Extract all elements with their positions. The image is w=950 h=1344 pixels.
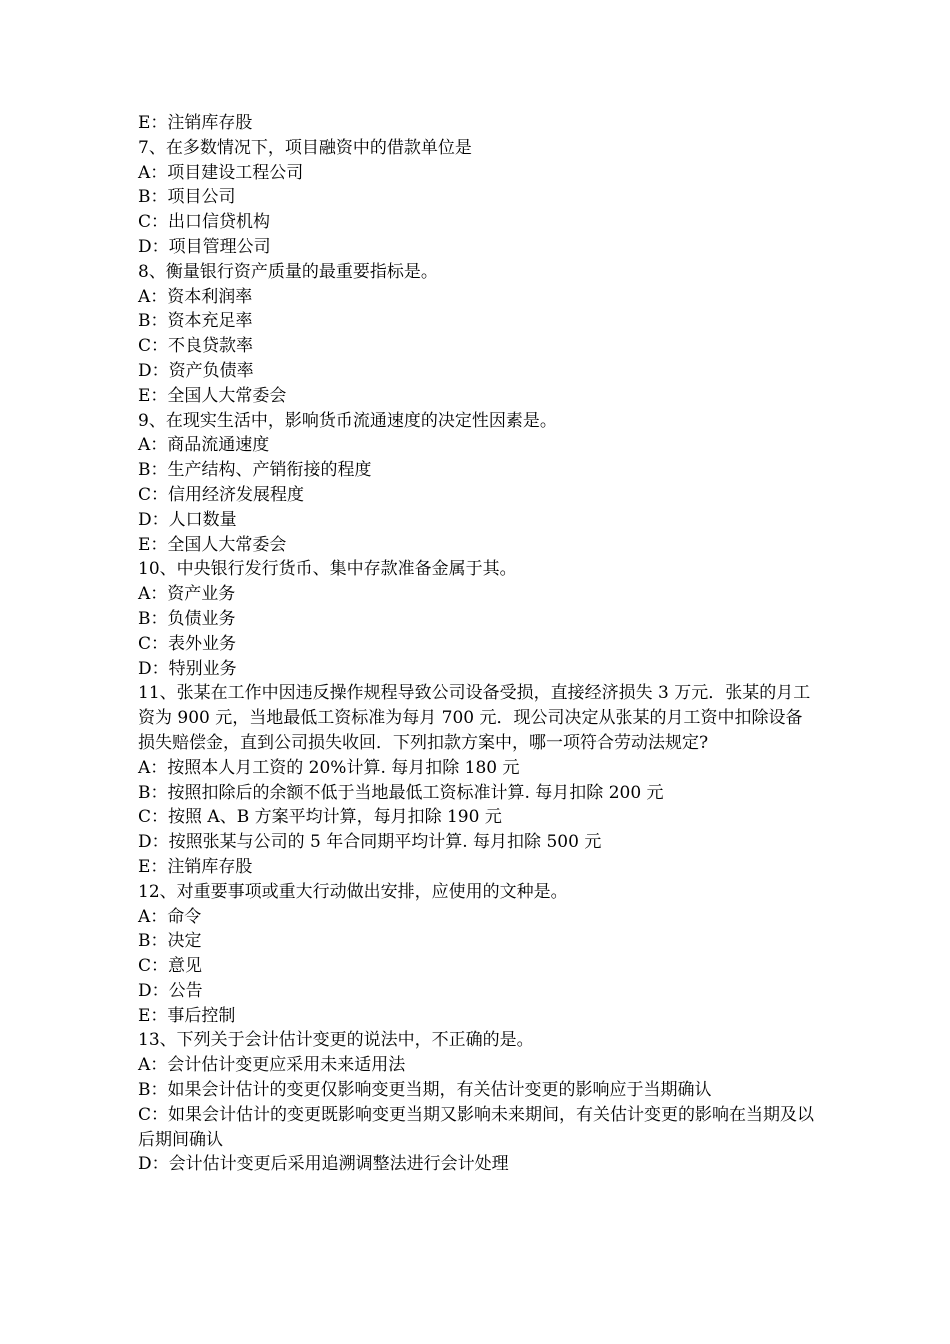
question-13-option-c: C：如果会计估计的变更既影响变更当期又影响未来期间，有关估计变更的影响在当期及以后期间确认 bbox=[138, 1104, 815, 1150]
question-7-option-b: B：项目公司 bbox=[138, 187, 236, 208]
question-8: 8、衡量银行资产质量的最重要指标是。 bbox=[138, 261, 438, 282]
question-9-option-c: C：信用经济发展程度 bbox=[138, 484, 305, 505]
question-13-option-d: D：会计估计变更后采用追溯调整法进行会计处理 bbox=[138, 1154, 509, 1175]
question-11-option-b: B：按照扣除后的余额不低于当地最低工资标准计算. 每月扣除 200 元 bbox=[138, 782, 664, 803]
question-12-option-a: A：命令 bbox=[138, 906, 202, 927]
question-11-option-d: D：按照张某与公司的 5 年合同期平均计算. 每月扣除 500 元 bbox=[138, 832, 602, 853]
question-11-option-e: E：注销库存股 bbox=[138, 856, 253, 877]
question-7: 7、在多数情况下，项目融资中的借款单位是 bbox=[138, 137, 472, 158]
option-e-prev: E：注销库存股 bbox=[138, 113, 253, 133]
question-10-option-b: B：负债业务 bbox=[138, 608, 236, 629]
question-10-option-c: C：表外业务 bbox=[138, 633, 237, 654]
question-8-option-e: E：全国人大常委会 bbox=[138, 385, 287, 406]
question-11-option-c: C：按照 A、B 方案平均计算，每月扣除 190 元 bbox=[138, 807, 502, 828]
question-13-option-b: B：如果会计估计的变更仅影响变更当期，有关估计变更的影响应于当期确认 bbox=[138, 1080, 712, 1101]
question-12-option-b: B：决定 bbox=[138, 931, 202, 952]
question-9-option-a: A：商品流通速度 bbox=[138, 435, 270, 456]
question-9-option-d: D：人口数量 bbox=[138, 509, 237, 530]
question-10-option-a: A：资产业务 bbox=[138, 584, 236, 605]
question-13-option-a: A：会计估计变更应采用未来适用法 bbox=[138, 1055, 406, 1076]
question-10: 10、中央银行发行货币、集中存款准备金属于其。 bbox=[138, 559, 517, 580]
question-12: 12、对重要事项或重大行动做出安排，应使用的文种是。 bbox=[138, 881, 568, 902]
question-13: 13、下列关于会计估计变更的说法中，不正确的是。 bbox=[138, 1030, 534, 1051]
question-9-option-e: E：全国人大常委会 bbox=[138, 534, 287, 555]
question-9-option-b: B：生产结构、产销衔接的程度 bbox=[138, 460, 372, 481]
question-7-option-a: A：项目建设工程公司 bbox=[138, 162, 304, 183]
question-8-option-a: A：资本利润率 bbox=[138, 286, 253, 307]
question-8-option-b: B：资本充足率 bbox=[138, 311, 253, 332]
question-8-option-d: D：资产负债率 bbox=[138, 360, 254, 381]
question-11: 11、张某在工作中因违反操作规程导致公司设备受损，直接经济损失 3 万元．张某的月工资为 900 元，当地最低工资标准为每月 700 元．现公司决定从张某的月工资中扣除设备损失赔偿金，直到公司损失收回．下列扣款方案中，哪一项符合劳动法规定? bbox=[138, 683, 811, 753]
question-7-option-d: D：项目管理公司 bbox=[138, 236, 271, 257]
question-11-option-a: A：按照本人月工资的 20%计算. 每月扣除 180 元 bbox=[138, 757, 520, 778]
question-12-option-c: C：意见 bbox=[138, 956, 203, 977]
question-8-option-c: C：不良贷款率 bbox=[138, 336, 254, 357]
question-12-option-d: D：公告 bbox=[138, 980, 203, 1001]
question-9: 9、在现实生活中，影响货币流通速度的决定性因素是。 bbox=[138, 410, 557, 431]
question-7-option-c: C：出口信贷机构 bbox=[138, 212, 271, 233]
question-10-option-d: D：特别业务 bbox=[138, 658, 237, 679]
document-page bbox=[138, 111, 814, 1177]
question-12-option-e: E：事后控制 bbox=[138, 1005, 236, 1026]
